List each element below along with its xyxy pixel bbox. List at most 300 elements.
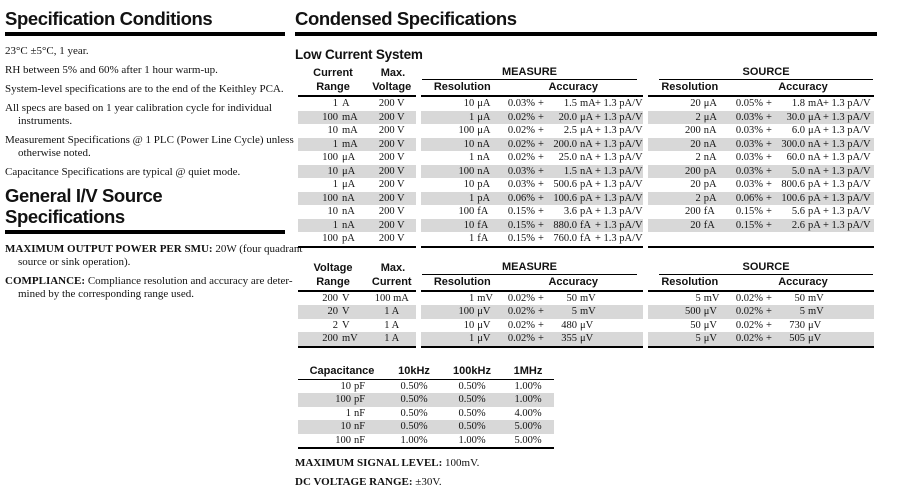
measure-accuracy-cell — [504, 291, 645, 306]
measure-accuracy-cell — [504, 138, 645, 152]
general-spec-line: COMPLIANCE: Compliance resolution and accuracy are deter- — [5, 275, 293, 287]
accuracy-offset: 760.0 — [553, 233, 577, 244]
measure-accuracy-cell — [504, 205, 645, 219]
value: 1 — [332, 138, 338, 150]
accuracy-offset: 30.0 — [786, 111, 806, 123]
accuracy-percent: 0.06% — [735, 192, 764, 204]
unit: μA — [342, 152, 356, 163]
unit: μA — [477, 125, 491, 136]
source-group-header: SOURCE — [659, 65, 873, 80]
accuracy-offset-unit: fA — [580, 233, 592, 244]
accuracy-percent: 0.03% — [735, 125, 764, 136]
source-resolution-cell — [645, 305, 732, 319]
unit: nF — [354, 434, 366, 446]
plus-sign: + — [538, 98, 544, 109]
plus-sign: + — [538, 111, 544, 123]
accuracy-percent: 0.02% — [735, 319, 764, 331]
heading-rule — [5, 230, 285, 234]
value: 10 — [463, 319, 475, 331]
range-cell — [298, 124, 368, 138]
table-row — [298, 151, 874, 165]
accuracy-offset-unit: μV — [580, 319, 594, 331]
accuracy-percent: 0.03% — [735, 165, 764, 177]
accuracy-tail: + 1.3 pA/V — [595, 165, 643, 177]
voltage-table-body — [298, 291, 874, 347]
general-spec-paragraph — [5, 243, 303, 269]
table-row — [298, 420, 554, 434]
source-resolution-cell — [645, 291, 732, 306]
accuracy-percent: 0.02% — [735, 333, 764, 344]
plus-sign: + — [766, 152, 772, 163]
section-title-general-iv-source: General I/V Source Specifications — [5, 185, 163, 227]
condition-line: Measurement Specifications @ 1 PLC (Power Line Cycle) unless — [5, 134, 294, 146]
table-row — [298, 291, 874, 306]
range-cell — [298, 165, 368, 179]
source-accuracy-cell — [732, 192, 874, 206]
capacitance-range-cell — [298, 420, 386, 434]
accuracy-offset: 25.0 — [558, 152, 577, 163]
unit: nA — [342, 219, 355, 231]
condition-line: System-level specifications are to the end of the Keithley PCA. — [5, 83, 284, 95]
accuracy-tail: + 1.3 pA/V — [823, 206, 871, 217]
accuracy-offset-unit: mV — [808, 292, 824, 304]
accuracy-offset-unit: μV — [808, 333, 822, 344]
accuracy-percent: 0.02% — [735, 292, 764, 304]
source-accuracy-cell — [732, 151, 874, 165]
general-spec-line: mined by the corresponding range used. — [18, 288, 194, 300]
value: 20 — [690, 138, 701, 150]
table-row — [298, 232, 874, 247]
value: 1 — [332, 219, 338, 231]
section-title-condensed-specifications: Condensed Specifications — [295, 8, 517, 29]
accuracy-offset-unit: mV — [808, 306, 824, 317]
unit: nA — [703, 152, 717, 163]
unit: pA — [703, 179, 717, 190]
plus-sign: + — [538, 206, 544, 217]
source-resolution-cell — [645, 151, 732, 165]
voltage-range-header-line2: Range — [298, 275, 368, 291]
unit: mV — [477, 292, 493, 304]
unit: A — [342, 98, 350, 109]
value: 20 — [327, 306, 338, 317]
range-cell — [298, 138, 368, 152]
current-range-header-line2: Range — [298, 80, 368, 96]
table-row — [298, 379, 554, 393]
accuracy-tail: + 1.3 pA/V — [823, 138, 871, 150]
accuracy-offset: 730 — [789, 319, 806, 331]
capacitance-header-row — [298, 363, 554, 380]
unit: pA — [703, 165, 717, 177]
accuracy-percent-cell: 1.00% — [386, 434, 442, 449]
range-cell — [298, 305, 368, 319]
unit: mA — [342, 111, 358, 123]
range-cell — [298, 291, 368, 306]
table-row — [298, 393, 554, 407]
unit: μV — [477, 333, 491, 344]
plus-sign: + — [538, 192, 544, 204]
accuracy-offset-unit: pA — [808, 179, 821, 190]
source-accuracy-header: Accuracy — [732, 80, 874, 96]
measure-resolution-cell — [418, 219, 504, 233]
value: 1 — [469, 111, 475, 123]
accuracy-tail: + 1.3 pA/V — [595, 206, 643, 217]
plus-sign: + — [538, 138, 544, 150]
accuracy-percent-cell: 0.50% — [400, 407, 428, 419]
measure-accuracy-cell — [504, 192, 645, 206]
accuracy-tail: + 1.3 pA/V — [823, 165, 871, 177]
measure-resolution-header: Resolution — [418, 275, 504, 291]
value: 2 — [695, 192, 701, 204]
unit: nA — [703, 138, 717, 150]
unit: fA — [703, 219, 715, 231]
accuracy-offset: 500.6 — [553, 179, 577, 190]
accuracy-offset: 300.0 — [781, 138, 806, 150]
spec-label: MAXIMUM OUTPUT POWER PER SMU: — [5, 243, 213, 255]
unit: nF — [354, 421, 366, 432]
plus-sign: + — [538, 165, 544, 177]
accuracy-offset-unit: mA — [808, 98, 824, 109]
accuracy-tail: + 1.3 pA/V — [595, 98, 643, 109]
value: 100 — [335, 434, 351, 446]
footnotes — [295, 457, 877, 489]
heading-rule — [5, 32, 285, 36]
capacitance-range-cell — [298, 393, 386, 407]
accuracy-tail: + 1.3 pA/V — [823, 179, 871, 190]
max-cell: 200 V — [368, 232, 418, 247]
max-cell: 200 V — [378, 206, 405, 217]
condition-line: RH between 5% and 60% after 1 hour warm-up. — [5, 64, 218, 76]
unit: pA — [477, 179, 491, 190]
accuracy-percent: 0.03% — [735, 152, 764, 163]
subsection-title-low-current-system: Low Current System — [295, 47, 423, 62]
accuracy-offset: 200.0 — [553, 138, 577, 150]
accuracy-percent: 0.15% — [507, 206, 535, 217]
max-cell: 200 V — [378, 98, 405, 109]
accuracy-percent-cell: 0.50% — [458, 380, 486, 392]
accuracy-percent-cell: 0.50% — [400, 380, 428, 392]
value: 10 — [463, 179, 475, 190]
table-row — [298, 332, 874, 347]
source-resolution-cell — [645, 219, 732, 233]
plus-sign: + — [766, 111, 772, 123]
value: 200 — [322, 292, 338, 304]
condition-line: Capacitance Specifications are typical @ quiet mode. — [5, 166, 241, 178]
table-row — [298, 111, 874, 125]
accuracy-offset-unit: μA — [808, 111, 822, 123]
measure-resolution-cell — [418, 151, 504, 165]
plus-sign: + — [538, 292, 544, 304]
specification-conditions-list — [5, 45, 294, 179]
accuracy-offset: 5.6 — [791, 206, 806, 217]
accuracy-offset: 100.6 — [553, 192, 577, 204]
accuracy-offset-unit: nA — [580, 138, 593, 150]
low-current-table — [298, 65, 874, 248]
unit: μV — [703, 306, 717, 317]
unit: fA — [477, 219, 489, 231]
footnote-label: MAXIMUM SIGNAL LEVEL: — [295, 457, 443, 469]
max-voltage-header-line2: Voltage — [368, 80, 418, 96]
unit: nA — [342, 206, 355, 217]
measure-resolution-cell — [418, 178, 504, 192]
source-resolution-cell — [645, 192, 732, 206]
plus-sign: + — [538, 319, 544, 331]
condition-paragraph — [5, 134, 294, 160]
measure-resolution-cell — [418, 332, 504, 347]
max-cell: 200 V — [378, 179, 405, 190]
range-cell — [298, 96, 368, 111]
range-cell — [298, 111, 368, 125]
condition-line: instruments. — [18, 115, 73, 127]
general-specs-list — [5, 243, 303, 301]
unit: V — [342, 292, 350, 304]
table-row — [298, 96, 874, 111]
group-header-row — [298, 260, 874, 275]
source-resolution-cell — [645, 124, 732, 138]
value: 1 — [332, 179, 338, 190]
table-row — [298, 407, 554, 421]
source-accuracy-header: Accuracy — [732, 275, 874, 291]
measure-resolution-cell — [418, 111, 504, 125]
measure-accuracy-cell — [504, 111, 645, 125]
value: 10 — [340, 380, 351, 392]
source-accuracy-cell — [732, 319, 874, 333]
max-cell: 1 A — [384, 319, 400, 331]
value: 5 — [695, 333, 701, 344]
accuracy-percent: 0.02% — [507, 111, 535, 123]
unit: fA — [477, 206, 489, 217]
accuracy-offset-unit: μV — [580, 333, 594, 344]
accuracy-tail: + 1.3 pA/V — [595, 125, 643, 136]
accuracy-percent: 0.02% — [507, 306, 535, 317]
value: 100 — [458, 206, 475, 217]
source-resolution-cell — [645, 205, 732, 219]
plus-sign: + — [766, 219, 772, 231]
table-row — [298, 165, 874, 179]
accuracy-percent: 0.03% — [507, 165, 535, 177]
accuracy-percent: 0.02% — [507, 319, 535, 331]
plus-sign: + — [538, 152, 544, 163]
accuracy-offset: 800.6 — [781, 179, 806, 190]
value: 100 — [458, 306, 475, 317]
footnote: MAXIMUM SIGNAL LEVEL: 100mV. — [295, 457, 480, 469]
accuracy-offset: 355 — [561, 333, 577, 344]
cap-header-10khz: 10kHz — [386, 363, 442, 380]
accuracy-offset-unit: nA — [808, 138, 821, 150]
source-group-header: SOURCE — [659, 260, 873, 275]
unit: μA — [342, 179, 356, 190]
accuracy-offset: 3.6 — [563, 206, 577, 217]
table-row — [298, 138, 874, 152]
unit: fA — [703, 206, 715, 217]
source-resolution-cell — [645, 111, 732, 125]
accuracy-percent: 0.15% — [507, 233, 535, 244]
value: 200 — [685, 206, 701, 217]
value: 100 — [322, 192, 338, 204]
accuracy-percent-cell: 0.50% — [458, 407, 486, 419]
source-resolution-header: Resolution — [645, 275, 732, 291]
source-accuracy-cell — [732, 96, 874, 111]
accuracy-tail: + 1.3 pA/V — [595, 233, 643, 244]
measure-accuracy-cell — [504, 165, 645, 179]
source-accuracy-cell — [732, 219, 874, 233]
value: 1 — [332, 98, 338, 109]
value: 50 — [690, 319, 701, 331]
source-accuracy-cell — [732, 205, 874, 219]
accuracy-offset-unit: μA — [808, 125, 822, 136]
measure-resolution-cell — [418, 165, 504, 179]
unit: mV — [342, 333, 358, 344]
unit: mA — [342, 125, 358, 136]
table-row — [298, 319, 874, 333]
accuracy-offset-unit: nA — [808, 152, 821, 163]
plus-sign: + — [766, 292, 772, 304]
unit: mV — [703, 292, 720, 304]
value: 1 — [469, 192, 475, 204]
range-cell — [298, 219, 368, 233]
range-cell — [298, 319, 368, 333]
unit: pA — [477, 192, 491, 204]
plus-sign: + — [538, 333, 544, 344]
accuracy-percent-cell: 1.00% — [442, 434, 502, 449]
accuracy-tail: + 1.3 pA/V — [823, 219, 871, 231]
general-spec-paragraph — [5, 275, 293, 301]
accuracy-offset: 5 — [799, 306, 806, 317]
accuracy-percent: 0.02% — [735, 306, 764, 317]
source-accuracy-cell — [732, 305, 874, 319]
table-row — [298, 434, 554, 449]
value: 100 — [458, 125, 475, 136]
spec-label: COMPLIANCE: — [5, 275, 86, 287]
condition-line: All specs are based on 1 year calibration cycle for individual — [5, 102, 272, 114]
accuracy-percent: 0.02% — [507, 333, 535, 344]
accuracy-percent: 0.15% — [735, 219, 764, 231]
max-cell: 1 A — [368, 305, 418, 319]
cap-header-100khz: 100kHz — [442, 363, 502, 380]
plus-sign: + — [766, 138, 772, 150]
range-cell — [298, 205, 368, 219]
unit: μV — [477, 319, 491, 331]
source-resolution-cell — [645, 232, 732, 247]
value: 1 — [469, 233, 475, 244]
measure-accuracy-cell — [504, 178, 645, 192]
unit: nA — [477, 152, 491, 163]
value: 20 — [690, 179, 701, 190]
plus-sign: + — [538, 219, 544, 231]
accuracy-tail: + 1.3 pA/V — [823, 98, 871, 109]
accuracy-offset: 5 — [571, 306, 577, 317]
measure-accuracy-cell — [504, 332, 645, 347]
capacitance-table — [298, 363, 554, 450]
unit: μA — [477, 98, 491, 109]
source-accuracy-cell — [732, 165, 874, 179]
max-cell: 1 A — [368, 332, 418, 347]
unit: μA — [477, 111, 491, 123]
source-accuracy-cell — [732, 111, 874, 125]
unit: μA — [342, 165, 356, 177]
source-accuracy-cell — [732, 138, 874, 152]
accuracy-offset-unit: μA — [580, 111, 594, 123]
accuracy-tail: + 1.3 pA/V — [595, 192, 643, 204]
accuracy-percent-cell: 0.50% — [442, 393, 502, 407]
value: 20 — [690, 98, 701, 109]
value: 2 — [695, 152, 701, 163]
capacitance-range-cell — [298, 407, 386, 421]
source-resolution-cell — [645, 96, 732, 111]
cap-header-1mhz: 1MHz — [502, 363, 554, 380]
measure-accuracy-cell — [504, 219, 645, 233]
max-voltage-header-line1: Max. — [380, 67, 406, 79]
source-accuracy-cell — [732, 232, 874, 247]
unit: μV — [477, 306, 491, 317]
accuracy-offset: 2.5 — [563, 125, 577, 136]
unit: nF — [354, 407, 366, 419]
unit: nA — [703, 125, 717, 136]
value: 2 — [695, 111, 701, 123]
value: 100 — [458, 165, 475, 177]
measure-accuracy-header: Accuracy — [504, 275, 645, 291]
accuracy-offset-unit: pA — [580, 179, 593, 190]
accuracy-percent: 0.03% — [735, 138, 764, 150]
value: 100 — [322, 152, 338, 163]
measure-resolution-cell — [418, 291, 504, 306]
accuracy-percent-cell: 0.50% — [386, 420, 442, 434]
accuracy-percent-cell: 5.00% — [502, 420, 554, 434]
plus-sign: + — [766, 206, 772, 217]
measure-accuracy-cell — [504, 232, 645, 247]
accuracy-percent-cell: 5.00% — [502, 434, 554, 449]
accuracy-percent: 0.03% — [507, 98, 535, 109]
measure-resolution-cell — [418, 138, 504, 152]
max-cell: 200 V — [368, 111, 418, 125]
accuracy-offset-unit: pA — [808, 206, 821, 217]
measure-accuracy-cell — [504, 96, 645, 111]
source-resolution-cell — [645, 178, 732, 192]
accuracy-offset: 100.6 — [781, 192, 806, 204]
accuracy-offset: 6.0 — [791, 125, 806, 136]
max-cell: 200 V — [368, 165, 418, 179]
accuracy-offset: 60.0 — [786, 152, 806, 163]
measure-resolution-cell — [418, 305, 504, 319]
accuracy-offset: 50 — [566, 292, 577, 304]
accuracy-offset-unit: pA — [808, 192, 821, 204]
accuracy-percent: 0.03% — [735, 111, 764, 123]
accuracy-percent-cell: 1.00% — [514, 380, 542, 392]
source-resolution-cell — [645, 165, 732, 179]
accuracy-offset: 5.0 — [791, 165, 806, 177]
accuracy-offset-unit: μA — [580, 125, 594, 136]
value: 200 — [685, 165, 701, 177]
value: 10 — [463, 138, 475, 150]
max-current-header-line1: Max. — [380, 261, 406, 274]
accuracy-offset: 20.0 — [558, 111, 577, 123]
table-row — [298, 124, 874, 138]
value: 10 — [327, 165, 338, 177]
range-cell — [298, 332, 368, 347]
accuracy-tail: + 1.3 pA/V — [595, 138, 643, 150]
capacitance-range-cell — [298, 434, 386, 449]
accuracy-percent: 0.06% — [507, 192, 535, 204]
measure-accuracy-cell — [504, 151, 645, 165]
range-cell — [298, 192, 368, 206]
accuracy-percent: 0.15% — [735, 206, 764, 217]
plus-sign: + — [766, 98, 772, 109]
value: 100 — [322, 233, 338, 244]
table-row — [298, 305, 874, 319]
accuracy-percent: 0.03% — [735, 179, 764, 190]
plus-sign: + — [766, 306, 772, 317]
column-header-row — [298, 80, 874, 96]
condition-paragraph — [5, 102, 285, 128]
